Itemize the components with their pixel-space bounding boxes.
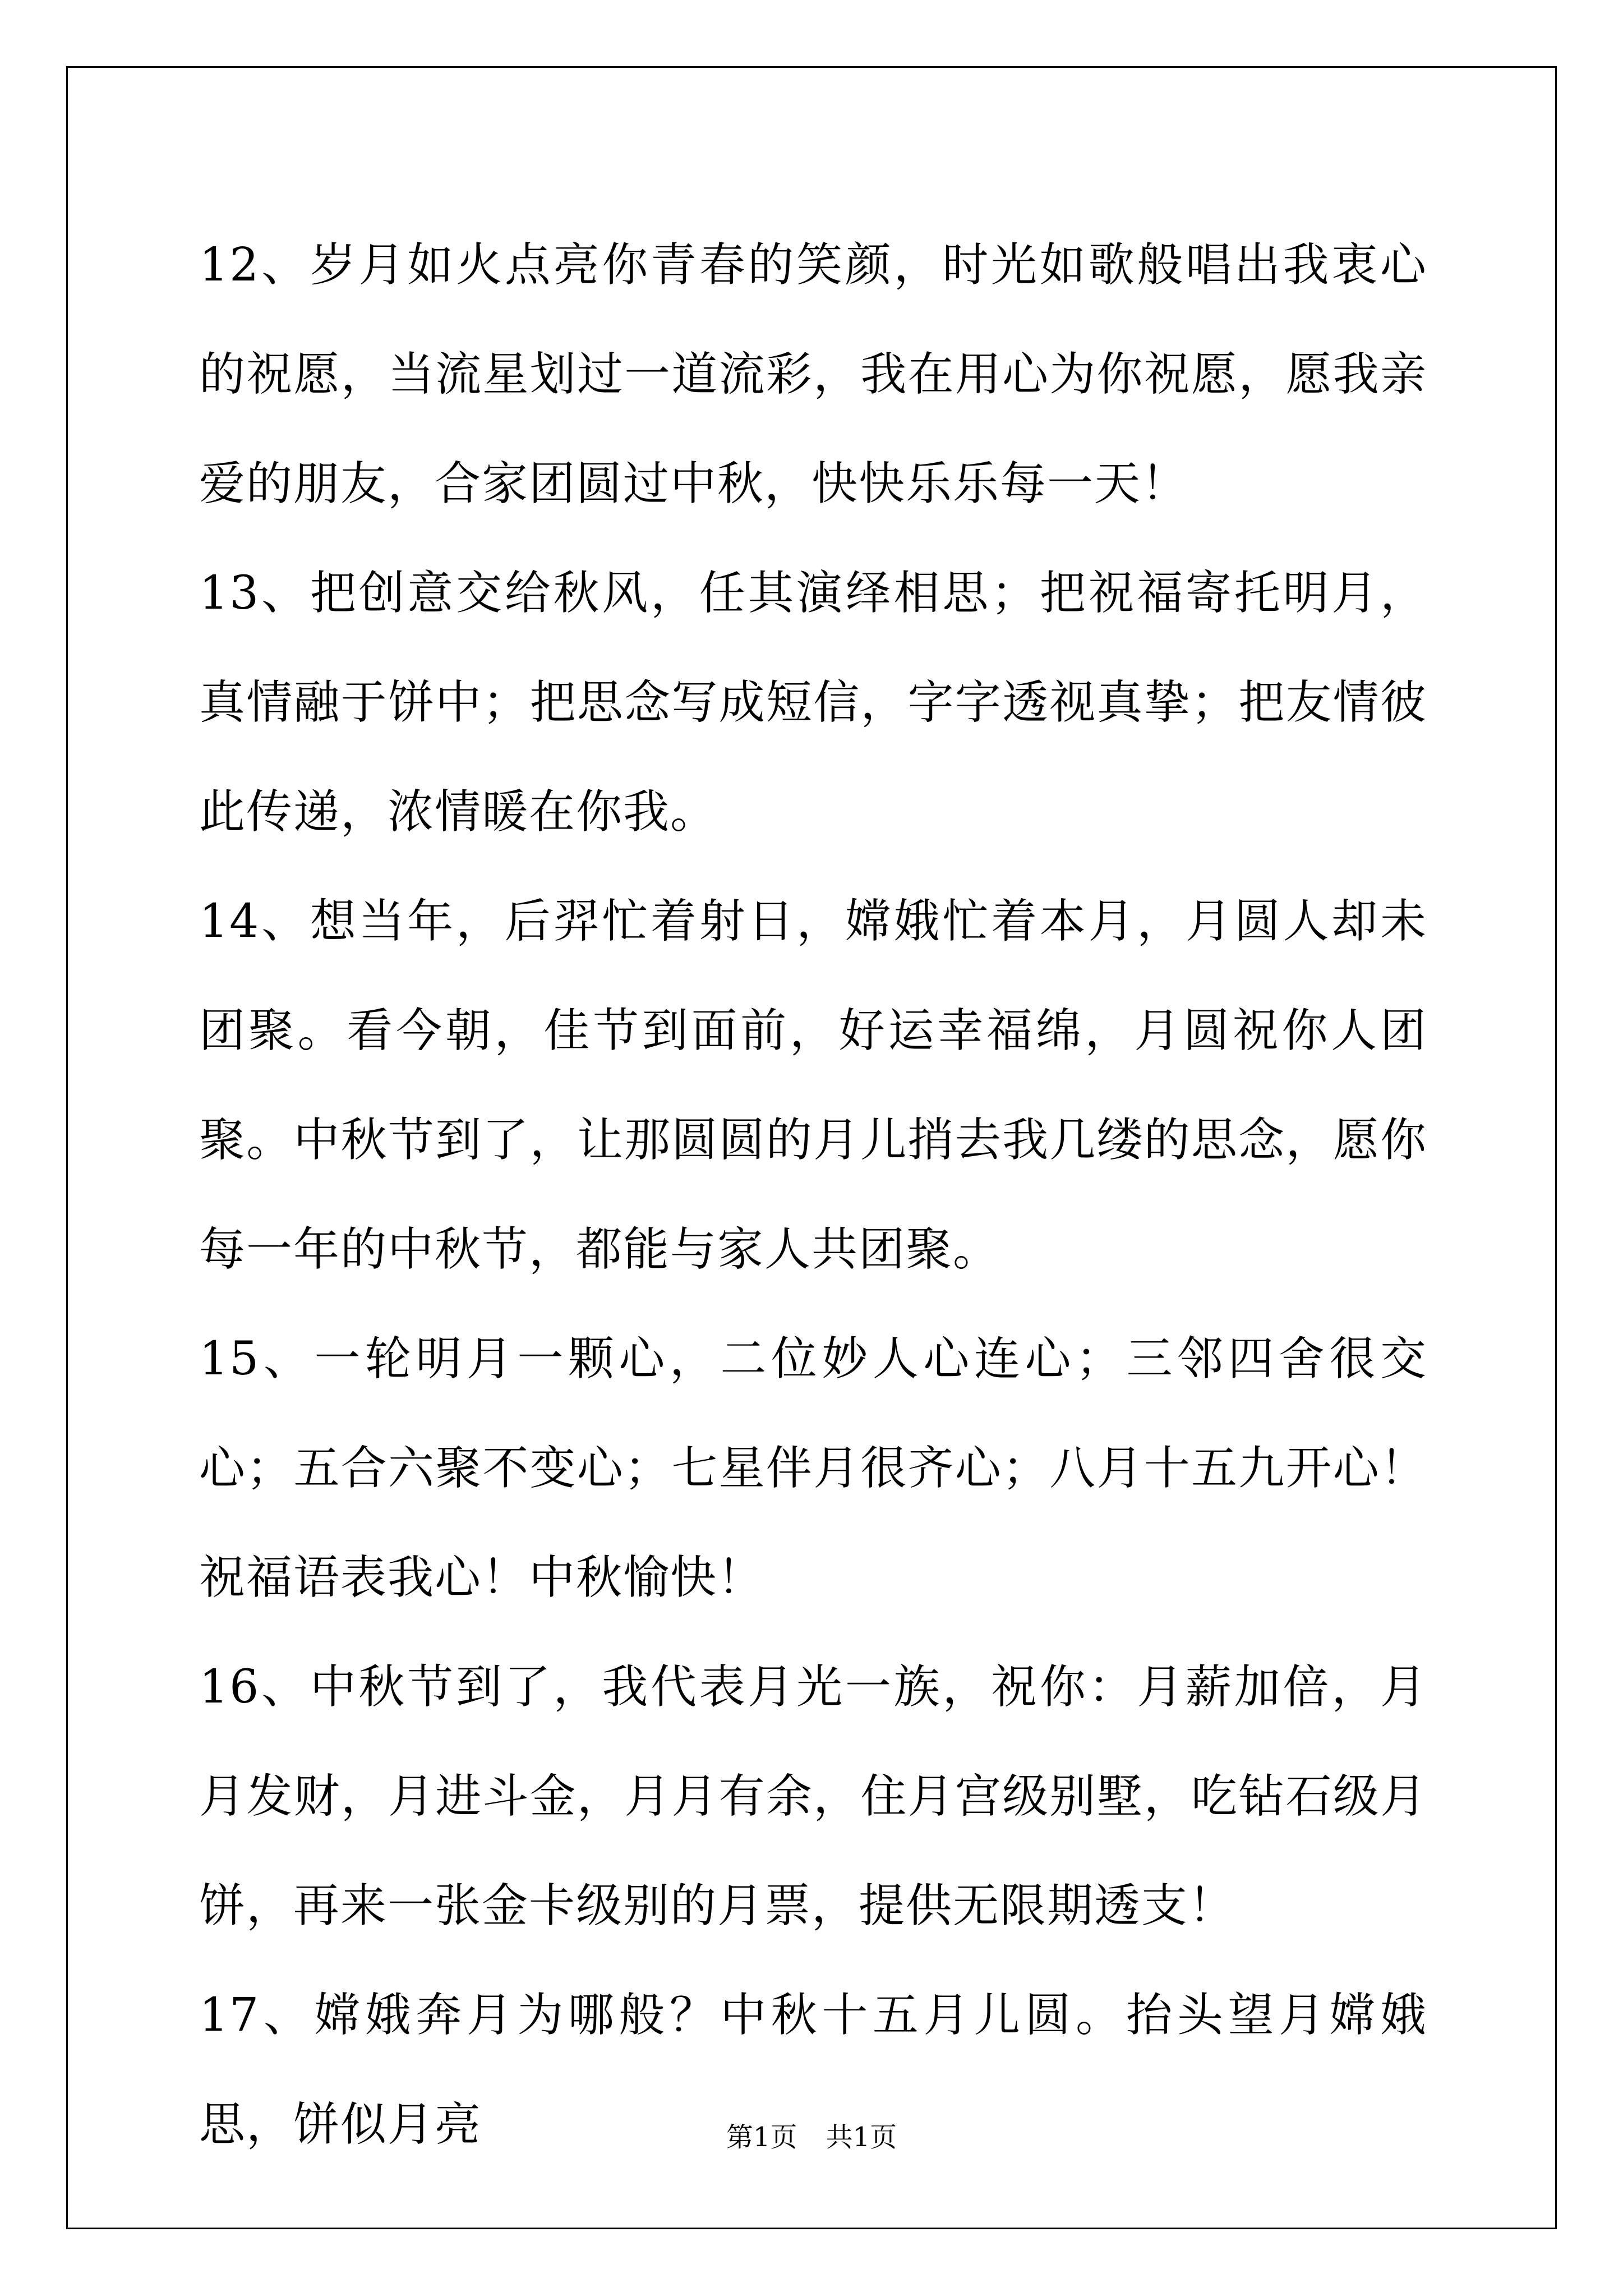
paragraph-14: 14、想当年，后羿忙着射日，嫦娥忙着本月，月圆人却未团聚。看今朝，佳节到面前，好运幸福绵，月圆祝你人团聚。中秋节到了，让那圆圆的月儿捎去我几缕的思念，愿你每一年的中秋节，都能与家人共团聚。 [199, 895, 1427, 1276]
paragraph-12: 12、岁月如火点亮你青春的笑颜，时光如歌般唱出我衷心的祝愿，当流星划过一道流彩，我在用心为你祝愿，愿我亲爱的朋友，合家团圆过中秋，快快乐乐每一天！ [199, 238, 1427, 510]
paragraph-15: 15、一轮明月一颗心，二位妙人心连心；三邻四舍很交心；五合六聚不变心；七星伴月很齐心；八月十五九开心！祝福语表我心！中秋愉快！ [199, 1332, 1427, 1604]
page-number-current: 第1页 [726, 2122, 797, 2153]
document-body [199, 210, 1427, 2179]
page-number-total: 共1页 [826, 2122, 897, 2153]
page-footer [0, 2120, 1623, 2154]
paragraph-16: 16、中秋节到了，我代表月光一族，祝你：月薪加倍，月月发财，月进斗金，月月有余，住月宫级别墅，吃钻石级月饼，再来一张金卡级别的月票，提供无限期透支！ [199, 1660, 1427, 1932]
paragraph-17: 17、嫦娥奔月为哪般？中秋十五月儿圆。抬头望月嫦娥思，饼似月亮 [199, 1989, 1427, 2151]
paragraph-13: 13、把创意交给秋风，任其演绎相思；把祝福寄托明月，真情融于饼中；把思念写成短信，字字透视真挚；把友情彼此传递，浓情暖在你我。 [199, 567, 1427, 839]
